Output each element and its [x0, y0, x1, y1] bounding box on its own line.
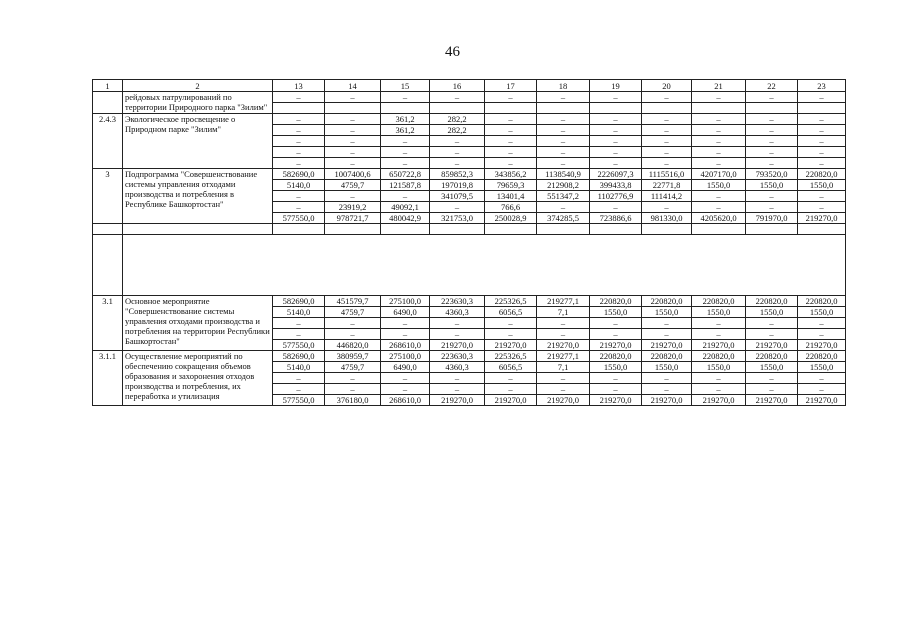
value-cell: 361,2 — [381, 114, 430, 125]
value-cell: 275100,0 — [381, 296, 430, 307]
empty-cell — [485, 224, 537, 235]
value-cell: 219270,0 — [485, 340, 537, 351]
value-cell: 376180,0 — [325, 395, 381, 406]
empty-cell — [642, 224, 692, 235]
value-cell: 1138540,9 — [537, 169, 590, 180]
value-cell: 1550,0 — [590, 362, 642, 373]
value-cell: 275100,0 — [381, 351, 430, 362]
value-cell: 220820,0 — [642, 351, 692, 362]
value-cell: 22771,8 — [642, 180, 692, 191]
value-cell: 219270,0 — [590, 395, 642, 406]
value-cell: 1550,0 — [798, 180, 846, 191]
value-cell: – — [430, 329, 485, 340]
value-cell: – — [273, 158, 325, 169]
value-cell: – — [537, 147, 590, 158]
value-cell: 268610,0 — [381, 395, 430, 406]
value-cell: 7,1 — [537, 362, 590, 373]
value-cell: 978721,7 — [325, 213, 381, 224]
value-cell: 1550,0 — [798, 307, 846, 318]
value-cell: – — [381, 158, 430, 169]
value-cell: 859852,3 — [430, 169, 485, 180]
value-cell: 219270,0 — [642, 340, 692, 351]
value-cell: 1102776,9 — [590, 191, 642, 202]
value-cell: – — [692, 158, 746, 169]
value-cell: – — [746, 92, 798, 103]
value-cell: 1550,0 — [692, 180, 746, 191]
value-cell: 1550,0 — [692, 307, 746, 318]
value-cell: – — [485, 114, 537, 125]
header-cell: 13 — [273, 80, 325, 92]
value-cell: – — [537, 158, 590, 169]
value-cell: – — [642, 373, 692, 384]
value-cell: 551347,2 — [537, 191, 590, 202]
value-cell: – — [273, 191, 325, 202]
value-cell: – — [642, 202, 692, 213]
value-cell: – — [537, 384, 590, 395]
value-cell: – — [746, 125, 798, 136]
value-cell: – — [642, 136, 692, 147]
value-cell: 220820,0 — [642, 296, 692, 307]
value-cell: – — [273, 202, 325, 213]
value-cell: 5140,0 — [273, 307, 325, 318]
value-cell: – — [590, 92, 642, 103]
value-cell: – — [642, 125, 692, 136]
value-cell — [273, 103, 325, 114]
empty-cell — [325, 224, 381, 235]
value-cell: – — [537, 202, 590, 213]
value-cell: – — [325, 384, 381, 395]
spacer-row — [93, 224, 846, 235]
empty-cell — [746, 224, 798, 235]
budget-table — [92, 79, 846, 406]
value-cell: – — [798, 329, 846, 340]
value-cell: – — [537, 114, 590, 125]
value-cell — [590, 103, 642, 114]
value-cell: 250028,9 — [485, 213, 537, 224]
value-cell: – — [692, 384, 746, 395]
value-cell: – — [485, 384, 537, 395]
value-cell: 220820,0 — [746, 296, 798, 307]
value-cell: – — [642, 92, 692, 103]
empty-cell — [123, 235, 846, 296]
value-cell: – — [798, 373, 846, 384]
value-cell: 111414,2 — [642, 191, 692, 202]
value-cell: – — [273, 114, 325, 125]
value-cell: – — [537, 329, 590, 340]
value-cell: 220820,0 — [798, 351, 846, 362]
header-cell: 14 — [325, 80, 381, 92]
value-cell: – — [746, 191, 798, 202]
value-cell: 223630,3 — [430, 351, 485, 362]
value-cell: 219270,0 — [537, 395, 590, 406]
table-row — [93, 169, 846, 180]
value-cell: 791970,0 — [746, 213, 798, 224]
value-cell: – — [642, 147, 692, 158]
value-cell: – — [746, 202, 798, 213]
value-cell: – — [590, 318, 642, 329]
value-cell: – — [746, 329, 798, 340]
value-cell: – — [692, 114, 746, 125]
value-cell: – — [590, 373, 642, 384]
value-cell: 121587,8 — [381, 180, 430, 191]
value-cell: 6056,5 — [485, 362, 537, 373]
value-cell: – — [485, 136, 537, 147]
value-cell: 282,2 — [430, 114, 485, 125]
value-cell: 1007400,6 — [325, 169, 381, 180]
value-cell: – — [273, 373, 325, 384]
value-cell: 1550,0 — [590, 307, 642, 318]
value-cell: 219270,0 — [430, 395, 485, 406]
value-cell: 582690,0 — [273, 169, 325, 180]
empty-cell — [537, 224, 590, 235]
header-cell: 15 — [381, 80, 430, 92]
value-cell: – — [798, 191, 846, 202]
value-cell: – — [590, 384, 642, 395]
value-cell: – — [746, 114, 798, 125]
value-cell: – — [325, 329, 381, 340]
value-cell: 223630,3 — [430, 296, 485, 307]
value-cell: 220820,0 — [798, 169, 846, 180]
value-cell: – — [485, 318, 537, 329]
value-cell: 225326,5 — [485, 296, 537, 307]
value-cell: 79659,3 — [485, 180, 537, 191]
value-cell: 4205620,0 — [692, 213, 746, 224]
value-cell: – — [798, 202, 846, 213]
value-cell: 2226097,3 — [590, 169, 642, 180]
value-cell: – — [798, 158, 846, 169]
value-cell: – — [798, 136, 846, 147]
value-cell: 219270,0 — [642, 395, 692, 406]
value-cell: 341079,5 — [430, 191, 485, 202]
value-cell: – — [273, 384, 325, 395]
value-cell: – — [692, 136, 746, 147]
value-cell: 268610,0 — [381, 340, 430, 351]
value-cell: – — [798, 125, 846, 136]
value-cell: – — [798, 384, 846, 395]
value-cell: – — [590, 329, 642, 340]
blank-band-row — [93, 235, 846, 296]
value-cell: 5140,0 — [273, 362, 325, 373]
value-cell: 1550,0 — [642, 362, 692, 373]
value-cell: 220820,0 — [692, 351, 746, 362]
value-cell: – — [746, 384, 798, 395]
empty-cell — [430, 224, 485, 235]
header-cell: 16 — [430, 80, 485, 92]
value-cell: – — [590, 202, 642, 213]
header-cell: 19 — [590, 80, 642, 92]
value-cell: 577550,0 — [273, 340, 325, 351]
value-cell: – — [746, 147, 798, 158]
value-cell: 219277,1 — [537, 351, 590, 362]
value-cell: – — [325, 158, 381, 169]
value-cell: – — [485, 92, 537, 103]
value-cell: 220820,0 — [692, 296, 746, 307]
value-cell: – — [692, 373, 746, 384]
value-cell: 219270,0 — [537, 340, 590, 351]
value-cell: – — [273, 318, 325, 329]
table-row — [93, 114, 846, 125]
value-cell: 219270,0 — [485, 395, 537, 406]
value-cell: – — [692, 125, 746, 136]
value-cell: 577550,0 — [273, 213, 325, 224]
value-cell: – — [485, 147, 537, 158]
value-cell: 282,2 — [430, 125, 485, 136]
value-cell: 480042,9 — [381, 213, 430, 224]
value-cell: – — [325, 136, 381, 147]
value-cell: 380959,7 — [325, 351, 381, 362]
value-cell: – — [325, 92, 381, 103]
value-cell: 582690,0 — [273, 351, 325, 362]
value-cell: – — [381, 384, 430, 395]
value-cell: 219270,0 — [692, 340, 746, 351]
value-cell: 219270,0 — [798, 395, 846, 406]
value-cell: – — [692, 147, 746, 158]
value-cell: 4759,7 — [325, 180, 381, 191]
empty-cell — [273, 224, 325, 235]
value-cell: 451579,7 — [325, 296, 381, 307]
value-cell — [537, 103, 590, 114]
value-cell: 1550,0 — [692, 362, 746, 373]
empty-cell — [93, 224, 123, 235]
empty-cell — [590, 224, 642, 235]
value-cell: 446820,0 — [325, 340, 381, 351]
value-cell: – — [798, 92, 846, 103]
value-cell: 219270,0 — [590, 340, 642, 351]
value-cell: – — [485, 125, 537, 136]
header-cell: 21 — [692, 80, 746, 92]
value-cell: – — [430, 373, 485, 384]
value-cell: 219270,0 — [430, 340, 485, 351]
value-cell: 582690,0 — [273, 296, 325, 307]
header-cell: 18 — [537, 80, 590, 92]
value-cell: – — [590, 125, 642, 136]
value-cell: 361,2 — [381, 125, 430, 136]
value-cell: – — [430, 318, 485, 329]
value-cell: 219277,1 — [537, 296, 590, 307]
header-cell: 17 — [485, 80, 537, 92]
value-cell: – — [430, 158, 485, 169]
row-description: рейдовых патрулирований по территории Природного парка "Зилим" — [123, 92, 273, 114]
value-cell — [692, 103, 746, 114]
value-cell: 219270,0 — [798, 213, 846, 224]
value-cell: – — [273, 136, 325, 147]
value-cell: – — [430, 92, 485, 103]
value-cell: – — [273, 92, 325, 103]
value-cell: 4207170,0 — [692, 169, 746, 180]
value-cell — [798, 103, 846, 114]
value-cell: 219270,0 — [746, 395, 798, 406]
value-cell: – — [325, 125, 381, 136]
value-cell: – — [485, 158, 537, 169]
value-cell: 1550,0 — [746, 180, 798, 191]
value-cell: 4360,3 — [430, 307, 485, 318]
value-cell: 374285,5 — [537, 213, 590, 224]
value-cell: – — [590, 147, 642, 158]
header-cell: 1 — [93, 80, 123, 92]
value-cell: 981330,0 — [642, 213, 692, 224]
value-cell: – — [325, 114, 381, 125]
row-description: Экологическое просвещение о Природном парке "Зилим" — [123, 114, 273, 169]
value-cell: 5140,0 — [273, 180, 325, 191]
value-cell: – — [430, 202, 485, 213]
value-cell: 4360,3 — [430, 362, 485, 373]
value-cell: – — [430, 384, 485, 395]
value-cell: – — [485, 373, 537, 384]
value-cell: 219270,0 — [692, 395, 746, 406]
value-cell: – — [381, 191, 430, 202]
value-cell: – — [692, 191, 746, 202]
empty-cell — [381, 224, 430, 235]
row-code — [93, 92, 123, 114]
table-row — [93, 351, 846, 362]
value-cell: 6490,0 — [381, 307, 430, 318]
empty-cell — [123, 224, 273, 235]
value-cell: 219270,0 — [798, 340, 846, 351]
value-cell: – — [381, 318, 430, 329]
row-code: 2.4.3 — [93, 114, 123, 169]
value-cell — [381, 103, 430, 114]
value-cell — [642, 103, 692, 114]
value-cell: – — [590, 114, 642, 125]
value-cell: – — [692, 329, 746, 340]
value-cell: – — [537, 136, 590, 147]
value-cell: 13401,4 — [485, 191, 537, 202]
table-row — [93, 296, 846, 307]
value-cell: 7,1 — [537, 307, 590, 318]
value-cell: – — [746, 318, 798, 329]
value-cell: – — [692, 92, 746, 103]
value-cell: – — [642, 158, 692, 169]
value-cell: 219270,0 — [746, 340, 798, 351]
row-code: 3 — [93, 169, 123, 224]
value-cell: – — [798, 318, 846, 329]
value-cell: – — [381, 373, 430, 384]
value-cell: – — [590, 158, 642, 169]
value-cell: 1550,0 — [642, 307, 692, 318]
value-cell: 6056,5 — [485, 307, 537, 318]
value-cell: 4759,7 — [325, 362, 381, 373]
value-cell: 321753,0 — [430, 213, 485, 224]
page-number: 46 — [445, 44, 460, 60]
value-cell: – — [381, 329, 430, 340]
value-cell: 49092,1 — [381, 202, 430, 213]
value-cell: 220820,0 — [590, 351, 642, 362]
value-cell: – — [746, 158, 798, 169]
value-cell: 220820,0 — [746, 351, 798, 362]
header-cell: 20 — [642, 80, 692, 92]
row-description: Подпрограмма "Совершенствование системы управления отходами производства и потребления в Республике Башкортостан" — [123, 169, 273, 224]
value-cell: 577550,0 — [273, 395, 325, 406]
value-cell: 723886,6 — [590, 213, 642, 224]
empty-cell — [93, 235, 123, 296]
value-cell: – — [381, 147, 430, 158]
value-cell: 399433,8 — [590, 180, 642, 191]
value-cell: – — [325, 191, 381, 202]
value-cell: – — [746, 136, 798, 147]
row-description: Основное мероприятие "Совершенствование системы управления отходами производства и потребления на территории Республики Башкортостан" — [123, 296, 273, 351]
value-cell: – — [325, 318, 381, 329]
value-cell: 197019,8 — [430, 180, 485, 191]
value-cell — [325, 103, 381, 114]
header-cell: 23 — [798, 80, 846, 92]
header-cell: 22 — [746, 80, 798, 92]
value-cell: – — [273, 147, 325, 158]
value-cell: 1550,0 — [798, 362, 846, 373]
value-cell: – — [273, 329, 325, 340]
table-row — [93, 92, 846, 103]
row-description: Осуществление мероприятий по обеспечению сокращения объемов образования и захоронения отходов производства и потребления, их переработка и утилизация — [123, 351, 273, 406]
table-header-row — [93, 80, 846, 92]
value-cell — [746, 103, 798, 114]
value-cell: – — [381, 136, 430, 147]
value-cell: 6490,0 — [381, 362, 430, 373]
value-cell: – — [537, 92, 590, 103]
value-cell: 225326,5 — [485, 351, 537, 362]
value-cell: 23919,2 — [325, 202, 381, 213]
value-cell: 4759,7 — [325, 307, 381, 318]
value-cell: – — [798, 147, 846, 158]
value-cell: – — [273, 125, 325, 136]
value-cell — [430, 103, 485, 114]
empty-cell — [798, 224, 846, 235]
value-cell: 1550,0 — [746, 362, 798, 373]
value-cell: 766,6 — [485, 202, 537, 213]
value-cell: – — [381, 92, 430, 103]
value-cell: 220820,0 — [798, 296, 846, 307]
value-cell: – — [642, 114, 692, 125]
value-cell: – — [430, 136, 485, 147]
value-cell: – — [642, 384, 692, 395]
value-cell: – — [746, 373, 798, 384]
value-cell: 1115516,0 — [642, 169, 692, 180]
value-cell — [485, 103, 537, 114]
header-cell: 2 — [123, 80, 273, 92]
empty-cell — [692, 224, 746, 235]
row-code: 3.1.1 — [93, 351, 123, 406]
value-cell: – — [798, 114, 846, 125]
value-cell: – — [692, 202, 746, 213]
value-cell: – — [692, 318, 746, 329]
row-code: 3.1 — [93, 296, 123, 351]
value-cell: 793520,0 — [746, 169, 798, 180]
value-cell: – — [537, 373, 590, 384]
value-cell: – — [642, 329, 692, 340]
value-cell: – — [537, 318, 590, 329]
value-cell: 220820,0 — [590, 296, 642, 307]
value-cell: 212908,2 — [537, 180, 590, 191]
value-cell: 343856,2 — [485, 169, 537, 180]
value-cell: – — [485, 329, 537, 340]
value-cell: – — [590, 136, 642, 147]
value-cell: – — [325, 147, 381, 158]
value-cell: – — [642, 318, 692, 329]
value-cell: – — [325, 373, 381, 384]
value-cell: – — [430, 147, 485, 158]
value-cell: 1550,0 — [746, 307, 798, 318]
value-cell: 650722,8 — [381, 169, 430, 180]
value-cell: – — [537, 125, 590, 136]
